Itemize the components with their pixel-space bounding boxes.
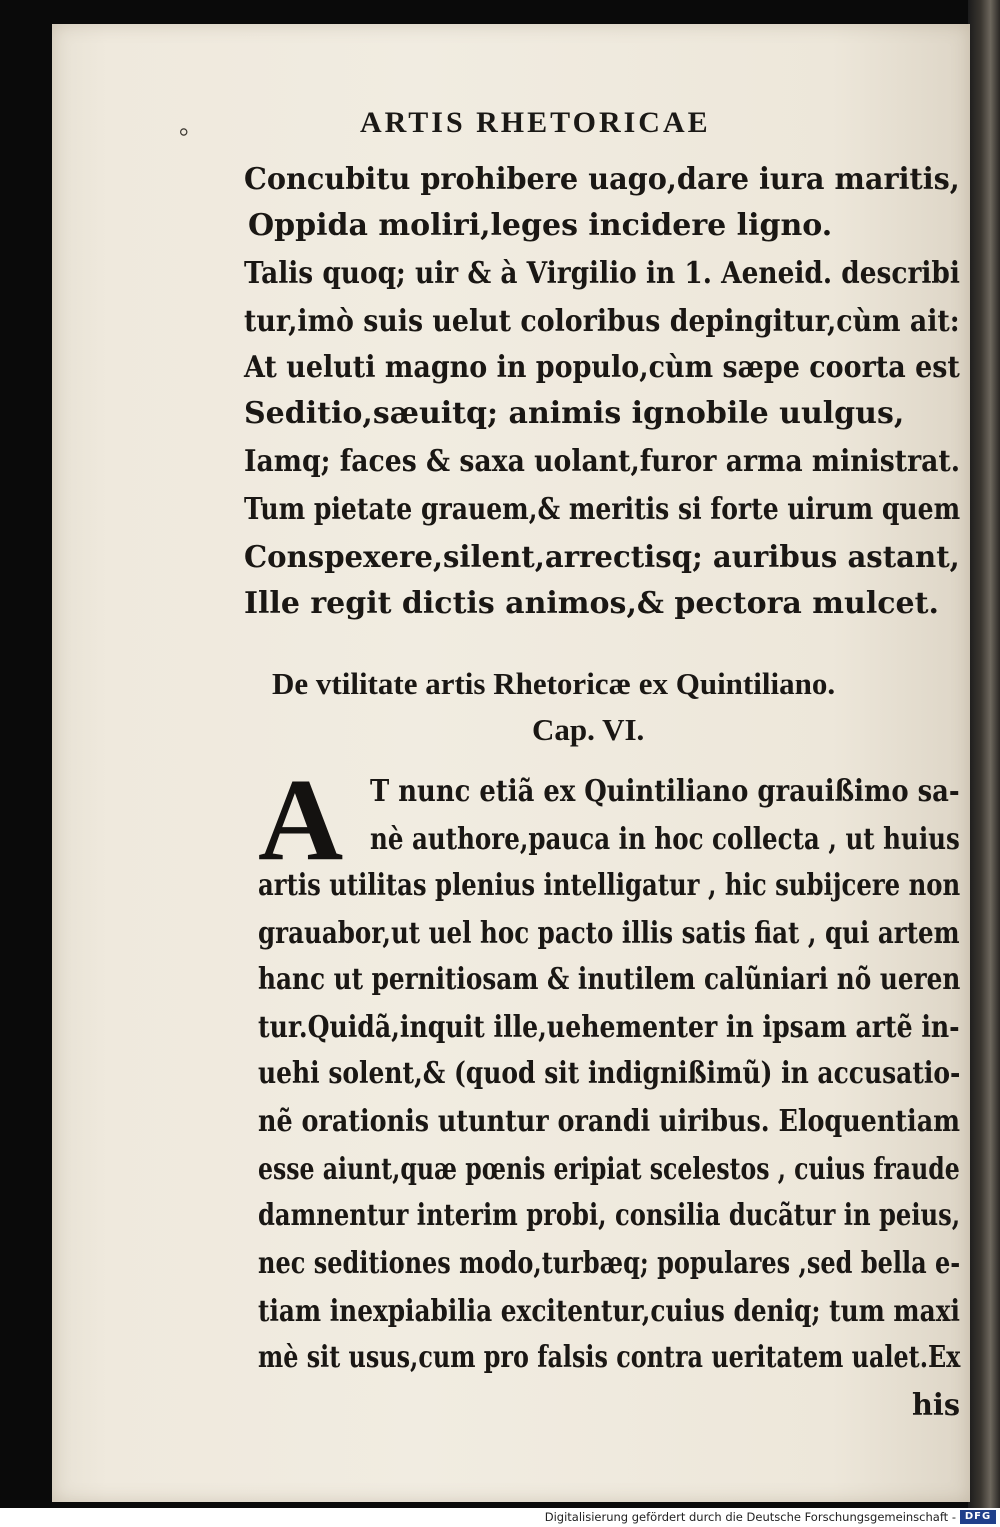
chapter-title: De vtilitate artis Rhetoricæ ex Quintiliano. (272, 666, 836, 701)
book-edge (968, 0, 1000, 1508)
credit-text: Digitalisierung gefördert durch die Deutsche Forschungsgemeinschaft - (544, 1510, 956, 1524)
body-line: hanc ut pernitiosam & inutilem calũniari nõ ueren (258, 962, 961, 997)
text-line: tur,imò suis uelut coloribus depingitur,cùm ait: (244, 304, 960, 339)
body-line: damnentur interim probi, consilia ducãtur in peius, (258, 1198, 961, 1233)
body-line: tiam inexpiabilia excitentur,cuius deniq; tum maxi (258, 1294, 960, 1329)
body-line: nè authore,pauca in hoc collecta , ut huius (370, 822, 960, 857)
running-head: ARTIS RHETORICAE (360, 106, 711, 139)
verse-line: Seditio,sæuitq; animis ignobile uulgus, (244, 396, 905, 431)
dfg-logo: DFG (960, 1510, 996, 1524)
verse-line: Conspexere,silent,arrectisq; auribus astant, (244, 540, 960, 575)
body-line: nec seditiones modo,turbæq; populares ,sed bella e- (258, 1246, 961, 1281)
body-line: T nunc etiã ex Quintiliano grauißimo sa- (370, 774, 960, 809)
body-line: tur.Quidã,inquit ille,uehementer in ipsam artẽ in- (258, 1010, 960, 1045)
verse-line: Ille regit dictis animos,& pectora mulcet. (244, 586, 939, 621)
body-line: nẽ orationis utuntur orandi uiribus. Eloquentiam (258, 1104, 961, 1139)
credit-bar (0, 1508, 1000, 1527)
chapter-number: Cap. VI. (532, 712, 645, 747)
body-line: mè sit usus,cum pro falsis contra ueritatem ualet.Ex (258, 1340, 961, 1375)
margin-mark: ⸰ (178, 120, 190, 144)
body-line: uehi solent,& (quod sit indignißimũ) in accusatio- (258, 1056, 961, 1091)
verse-line: Tum pietate grauem,& meritis si forte uirum quem (244, 492, 961, 527)
verse-line: At ueluti magno in populo,cùm sæpe coorta est (244, 350, 960, 385)
text-line: Talis quoq; uir & à Virgilio in 1. Aeneid. describi (244, 256, 960, 291)
text-line: Concubitu prohibere uago,dare iura maritis, (244, 162, 960, 197)
verse-line: Iamq; faces & saxa uolant,furor arma ministrat. (244, 444, 961, 479)
catchword: his (912, 1388, 961, 1423)
text-line: Oppida moliri,leges incidere ligno. (248, 208, 833, 243)
drop-cap-letter: A (258, 754, 344, 885)
body-line: grauabor,ut uel hoc pacto illis satis fiat , qui artem (258, 916, 960, 951)
body-line: artis utilitas plenius intelligatur , hic subijcere non (258, 868, 961, 903)
body-line: esse aiunt,quæ pœnis eripiat scelestos , cuius fraude (258, 1152, 960, 1187)
